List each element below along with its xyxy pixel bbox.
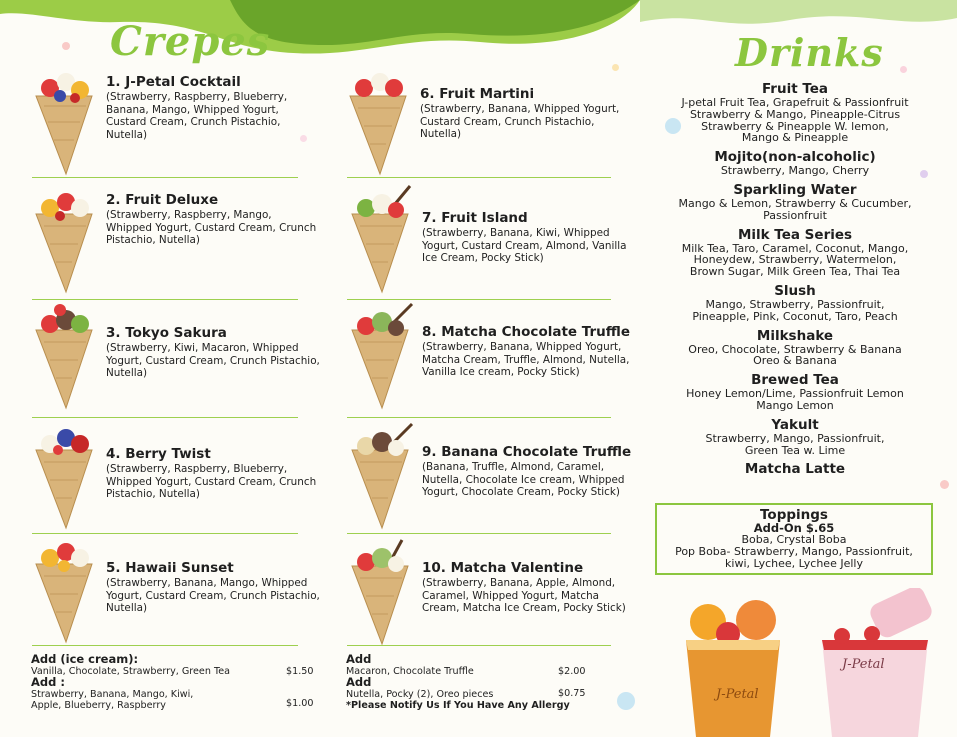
crepe-name: 6. Fruit Martini (420, 86, 535, 102)
divider (347, 533, 611, 534)
drink-line: Pineapple, Pink, Coconut, Taro, Peach (692, 309, 898, 323)
crepe-name: 9. Banana Chocolate Truffle (422, 444, 632, 460)
crepe-cone-image (346, 536, 414, 646)
drink-line: Mango & Lemon, Strawberry & Cucumber, (678, 196, 912, 210)
toppings-line: Boba, Crystal Boba (741, 533, 847, 546)
addon-line: Apple, Blueberry, Raspberry (31, 700, 166, 711)
toppings-box (655, 503, 933, 575)
drink-item (660, 329, 930, 368)
addon-title: Add (346, 652, 372, 666)
drink-name: Slush (774, 282, 816, 299)
drink-line: J-petal Fruit Tea, Grapefruit & Passionfruit (681, 96, 909, 109)
addon-line: Vanilla, Chocolate, Strawberry, Green Tea (31, 666, 230, 677)
drink-line: Honeydew, Strawberry, Watermelon, (693, 253, 897, 267)
crepe-cone-image (344, 66, 412, 176)
drink-line: Honey Lemon/Lime, Passionfruit Lemon (686, 387, 904, 401)
addon-line: Macaron, Chocolate Truffle (346, 666, 474, 677)
drink-name: Mojito(non-alcoholic) (714, 149, 876, 166)
crepe-name: 7. Fruit Island (422, 210, 528, 226)
crepe-description: (Strawberry, Banana, Kiwi, Whipped Yogurt, Custard Cream, Almond, Vanilla Ice Cream, Pocky Stick) (422, 227, 627, 265)
addon-price: $2.00 (558, 666, 586, 677)
drink-name: Sparkling Water (733, 181, 857, 198)
confetti-dot (900, 66, 907, 73)
addon-title: Add (346, 675, 372, 689)
crepe-description: (Strawberry, Banana, Mango, Whipped Yogurt, Custard Cream, Crunch Pistachio, Nutella) (106, 577, 320, 615)
drink-item (660, 418, 930, 457)
confetti-dot (612, 64, 619, 71)
crepes-section-title: Crepes (110, 18, 271, 65)
crepe-description: (Strawberry, Banana, Whipped Yogurt, Custard Cream, Crunch Pistachio, Nutella) (420, 103, 620, 141)
crepe-name: 1. J-Petal Cocktail (106, 74, 241, 90)
addon-title: Add (ice cream): (31, 652, 139, 666)
toppings-price: Add-On $.65 (753, 521, 835, 535)
toppings-line: kiwi, Lychee, Lychee Jelly (725, 557, 863, 570)
drink-name: Milk Tea Series (737, 226, 853, 243)
drink-line: Brown Sugar, Milk Green Tea, Thai Tea (689, 265, 901, 279)
crepe-cone-image (30, 184, 98, 294)
drink-line: Strawberry & Mango, Pineapple-Citrus (689, 107, 901, 121)
crepe-description: (Strawberry, Raspberry, Blueberry, Banana, Mango, Whipped Yogurt, Custard Cream, Crunch Pistachio, Nutella) (106, 91, 288, 141)
addon-line: Nutella, Pocky (2), Oreo pieces (346, 689, 494, 700)
addon-title: Add : (31, 675, 65, 689)
divider (347, 417, 611, 418)
crepe-description: (Strawberry, Kiwi, Macaron, Whipped Yogurt, Custard Cream, Crunch Pistachio, Nutella) (106, 342, 320, 380)
toppings-title: Toppings (760, 507, 828, 523)
drink-item (660, 183, 930, 222)
crepe-name: 4. Berry Twist (106, 446, 211, 462)
drinks-list (660, 82, 930, 483)
crepe-name: 3. Tokyo Sakura (106, 325, 227, 341)
drink-name: Yakult (771, 416, 819, 433)
crepe-cone-image (30, 420, 98, 530)
crepe-name: 8. Matcha Chocolate Truffle (422, 324, 630, 340)
drink-line: Mango & Pineapple (741, 131, 849, 145)
divider (347, 177, 611, 178)
confetti-dot (940, 480, 949, 489)
addon-left (31, 652, 314, 711)
drinks-section-title: Drinks (735, 30, 884, 75)
drink-name: Milkshake (756, 327, 834, 344)
confetti-dot (617, 692, 635, 710)
drink-line: Strawberry, Mango, Passionfruit, (705, 431, 885, 445)
cup-label-text: J-Petal (716, 687, 759, 702)
divider (347, 645, 611, 646)
drink-item (660, 462, 930, 477)
addon-price: $0.75 (558, 688, 586, 699)
drink-name: Matcha Latte (744, 461, 846, 478)
drink-line: Oreo, Chocolate, Strawberry & Banana (688, 342, 902, 356)
drink-line: Strawberry & Pineapple W. lemon, (701, 119, 889, 133)
crepe-name: 2. Fruit Deluxe (106, 192, 219, 208)
drink-line: Strawberry, Mango, Cherry (720, 164, 870, 178)
addon-price: $1.50 (286, 666, 314, 677)
crepe-description: (Strawberry, Banana, Whipped Yogurt, Matcha Cream, Truffle, Almond, Nutella, Vanilla Ice cream, Pocky Stick) (422, 341, 630, 379)
drink-line: Mango Lemon (756, 398, 834, 412)
toppings-line: Pop Boba- Strawberry, Mango, Passionfruit, (675, 545, 913, 558)
drink-item (660, 284, 930, 323)
crepe-name: 5. Hawaii Sunset (106, 560, 234, 576)
milk-tea-cup-image (812, 588, 957, 737)
crepe-name: 10. Matcha Valentine (422, 560, 584, 576)
divider (32, 417, 298, 418)
drink-line: Mango, Strawberry, Passionfruit, (705, 297, 885, 311)
addon-line: Strawberry, Banana, Mango, Kiwi, (31, 689, 194, 700)
crepe-cone-image (30, 66, 98, 176)
drink-line: Green Tea w. Lime (744, 443, 846, 457)
drink-name: Fruit Tea (761, 81, 829, 97)
crepe-cone-image (30, 300, 98, 410)
crepe-cone-image (30, 534, 98, 644)
drink-item (660, 228, 930, 278)
drink-line: Passionfruit (763, 208, 827, 222)
crepe-cone-image (346, 420, 414, 530)
drink-item (660, 150, 930, 177)
crepe-cone-image (346, 184, 414, 294)
crepe-description: (Strawberry, Raspberry, Mango, Whipped Yogurt, Custard Cream, Crunch Pistachio, Nutella) (106, 209, 317, 247)
crepe-cone-image (346, 300, 414, 410)
drink-item (660, 82, 930, 144)
divider (32, 645, 298, 646)
drink-name: Brewed Tea (751, 372, 839, 389)
drink-item (660, 373, 930, 412)
crepe-description: (Banana, Truffle, Almond, Caramel, Nutella, Chocolate Ice cream, Whipped Yogurt, Chocolate Cream, Pocky Stick) (422, 461, 625, 499)
allergy-note: *Please Notify Us If You Have Any Allergy (346, 700, 570, 711)
cup-label-text: J-Petal (842, 657, 885, 672)
crepe-description: (Strawberry, Raspberry, Blueberry, Whipped Yogurt, Custard Cream, Crunch Pistachio, Nutella) (106, 463, 317, 501)
divider (32, 177, 298, 178)
crepe-description: (Strawberry, Banana, Apple, Almond, Caramel, Whipped Yogurt, Matcha Cream, Matcha Ice Cream, Pocky Stick) (422, 577, 626, 615)
addon-right (346, 654, 616, 711)
addon-price: $1.00 (286, 698, 314, 709)
drink-line: Milk Tea, Taro, Caramel, Coconut, Mango, (681, 241, 909, 255)
fruit-tea-cup-image (678, 600, 788, 737)
confetti-dot (62, 42, 70, 50)
drink-line: Oreo & Banana (753, 354, 837, 368)
